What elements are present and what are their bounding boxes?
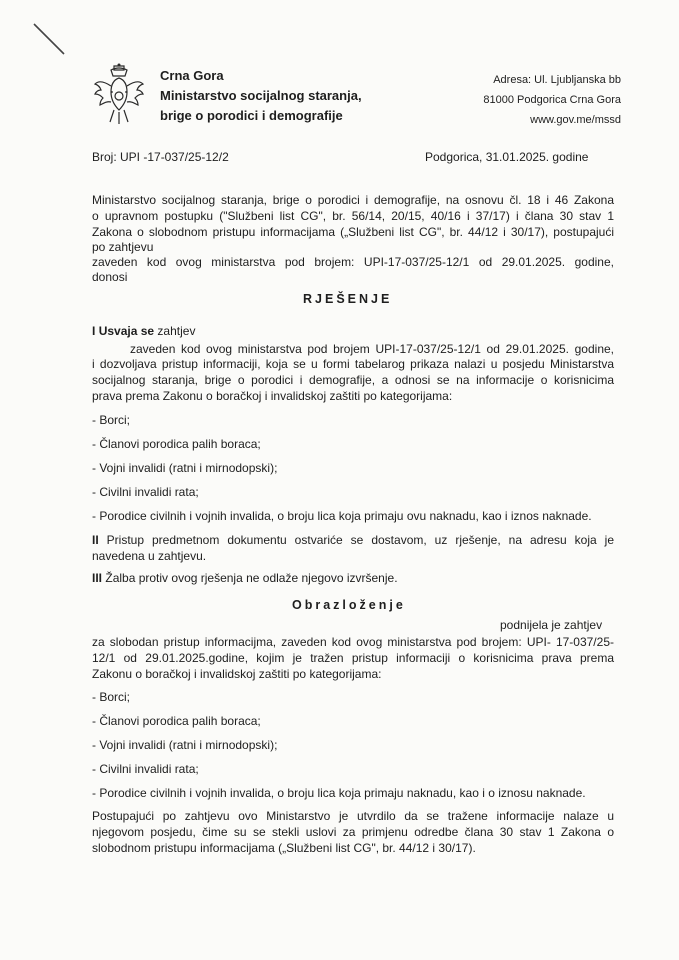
website-link[interactable]: www.gov.me/mssd bbox=[530, 114, 621, 126]
reasoning-line: Zakonu o boračkoj i invalidskoj zaštiti po kategorijama: bbox=[92, 667, 382, 681]
scan-mark bbox=[30, 20, 70, 60]
section-1-line: prava prema Zakonu o boračkoj i invalidskoj zaštiti po kategorijama: bbox=[92, 389, 453, 403]
organization-block bbox=[160, 66, 362, 126]
list-item: - Članovi porodica palih boraca; bbox=[92, 437, 261, 451]
list-item: - Porodice civilnih i vojnih invalida, o broju lica koja primaju ovu naknadu, kao i iznos naknade. bbox=[92, 509, 592, 523]
section-1-heading bbox=[92, 324, 195, 339]
section-1-rest: zahtjev bbox=[157, 324, 196, 338]
section-1-bold: Usvaja se bbox=[98, 324, 155, 338]
section-1-line: i dozvoljava pristup informaciji, koja se u formi tabelarog prikaza nalazi u posjedu Ministarstva bbox=[92, 357, 614, 371]
address-city: 81000 Podgorica Crna Gora bbox=[483, 94, 621, 106]
list-item: - Vojni invalidi (ratni i mirnodopski); bbox=[92, 461, 278, 475]
intro-line: o upravnom postupku ("Službeni list CG", br. 56/14, 20/15, 40/16 i 37/17) i člana 30 stav 1 bbox=[92, 209, 614, 223]
reasoning-paragraph-line: njegovom posjedu, čime su se stekli uslovi za primjenu odredbe člana 30 stav 1 Zakona o bbox=[92, 825, 614, 839]
list-item: - Borci; bbox=[92, 690, 131, 704]
section-1-line: socijalnog staranja, brige o porodici i demografije, a odnosi se na informacije o korisnicima bbox=[92, 373, 614, 387]
ministry-name-line1: Ministarstvo socijalnog staranja, bbox=[160, 88, 362, 103]
document-date: Podgorica, 31.01.2025. godine bbox=[425, 150, 589, 164]
section-1-numeral: I bbox=[92, 324, 96, 338]
section-2-line: navedena u zahtjevu. bbox=[92, 549, 207, 563]
intro-line: Zakona o slobodnom pristupu informacijama („Službeni list CG", br. 44/12 i 30/17), postupajući bbox=[92, 225, 614, 239]
section-2-line bbox=[92, 533, 614, 548]
section-3-line bbox=[92, 571, 398, 586]
list-item: - Porodice civilnih i vojnih invalida, o broju lica koja primaju naknadu, kao i o iznosu naknade. bbox=[92, 786, 586, 800]
intro-line: zaveden kod ovog ministarstva pod brojem: UPI-17-037/25-12/1 od 29.01.2025. godine, bbox=[92, 255, 614, 269]
reference-number: Broj: UPI -17-037/25-12/2 bbox=[92, 150, 229, 164]
section-3-numeral: III bbox=[92, 571, 103, 585]
list-item: - Civilni invalidi rata; bbox=[92, 762, 199, 776]
reasoning-line: podnijela je zahtjev bbox=[500, 618, 603, 632]
list-item: - Članovi porodica palih boraca; bbox=[92, 714, 261, 728]
address-street: Adresa: Ul. Ljubljanska bb bbox=[493, 74, 621, 86]
section-2-numeral: II bbox=[92, 533, 99, 547]
section-1-line: zaveden kod ovog ministarstva pod brojem UPI-17-037/25-12/1 od 29.01.2025. godine, bbox=[130, 342, 614, 356]
list-item: - Borci; bbox=[92, 413, 131, 427]
decision-title: RJEŠENJE bbox=[303, 292, 393, 306]
intro-line: po zahtjevu bbox=[92, 240, 154, 254]
intro-line: Ministarstvo socijalnog staranja, brige o porodici i demografije, na osnovu čl. 18 i 46 Zakona bbox=[92, 193, 614, 207]
reasoning-paragraph-line: slobodnom pristupu informacijama („Službeni list CG", br. 44/12 i 30/17). bbox=[92, 841, 476, 855]
coat-of-arms-icon bbox=[92, 62, 146, 128]
list-item: - Civilni invalidi rata; bbox=[92, 485, 199, 499]
list-item: - Vojni invalidi (ratni i mirnodopski); bbox=[92, 738, 278, 752]
country-name: Crna Gora bbox=[160, 68, 224, 83]
ministry-name-line2: brige o porodici i demografije bbox=[160, 108, 343, 123]
reasoning-paragraph-line: Postupajući po zahtjevu ovo Ministarstvo je utvrdilo da se tražene informacije nalaze u bbox=[92, 809, 614, 823]
section-2-text: Pristup predmetnom dokumentu ostvariće se dostavom, uz rješenje, na adresu koja je bbox=[106, 533, 614, 547]
reasoning-title: Obrazloženje bbox=[292, 598, 406, 612]
intro-line: donosi bbox=[92, 270, 128, 284]
section-3-text: Žalba protiv ovog rješenja ne odlaže njegovo izvršenje. bbox=[105, 571, 398, 585]
reasoning-line: 12/1 od 29.01.2025.godine, kojim je tražen pristup informaciji o korisnicima prava prema bbox=[92, 651, 614, 665]
reasoning-line: za slobodan pristup informacijma, zaveden kod ovog ministarstva pod brojem: UPI- 17-037/25- bbox=[92, 635, 614, 649]
address-block bbox=[483, 70, 621, 130]
